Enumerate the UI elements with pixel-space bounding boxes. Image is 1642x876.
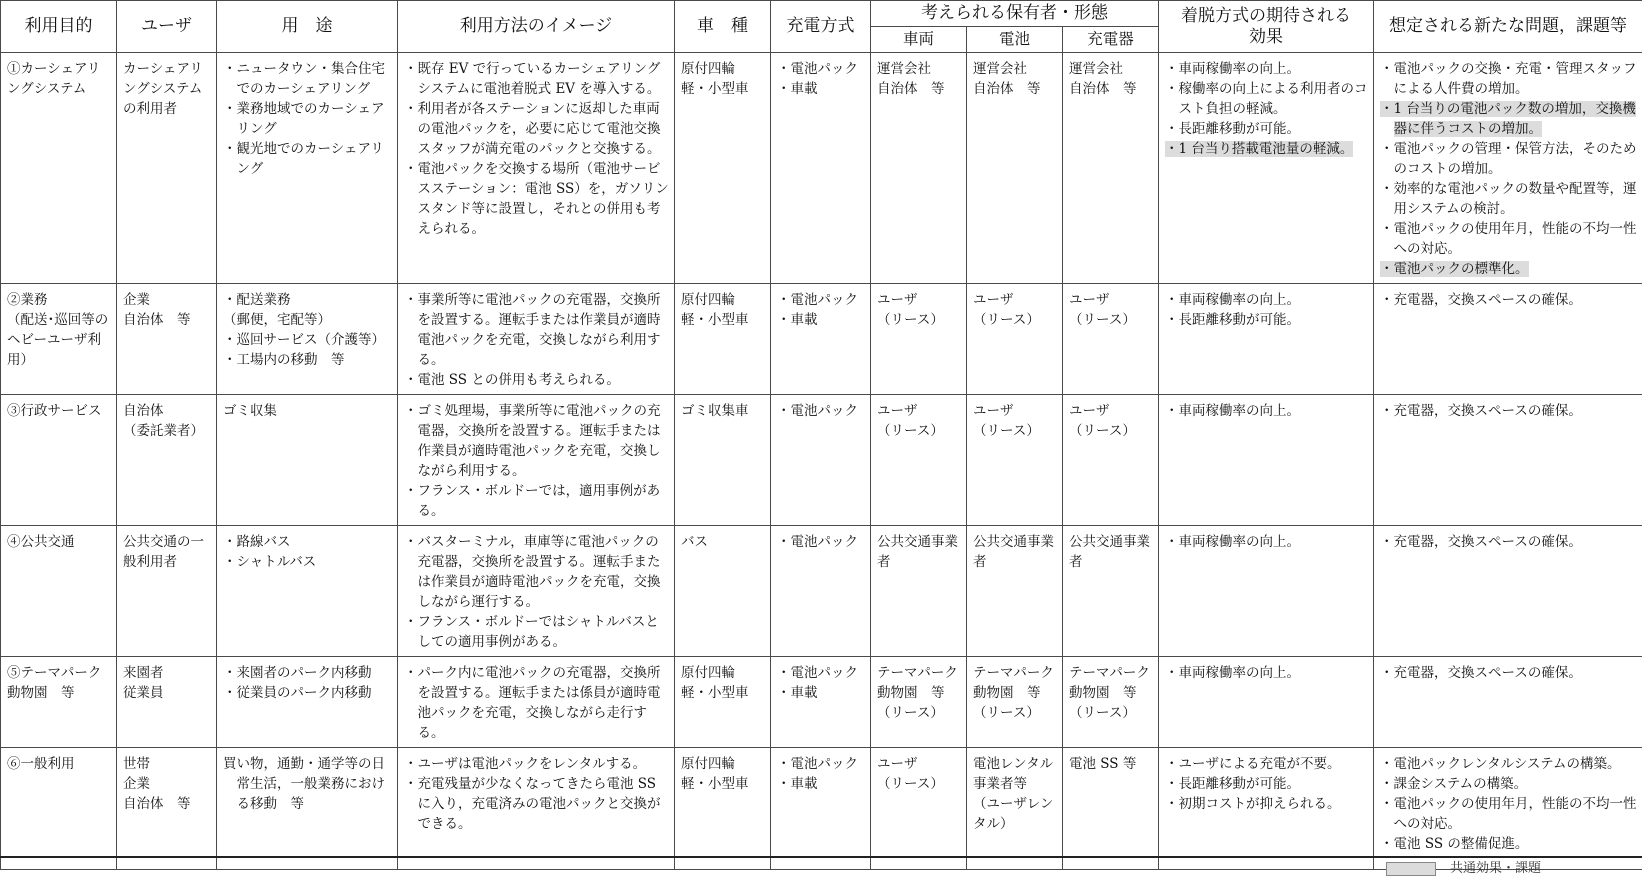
cell-user (117, 657, 217, 748)
user-line: 世帯 (123, 754, 211, 774)
cell-issues (1374, 657, 1642, 748)
issues-item (1380, 754, 1637, 774)
cell-issues (1374, 395, 1642, 526)
use-line: ・来園者のパーク内移動 (223, 663, 392, 683)
cell-effect (1159, 284, 1374, 395)
issues-item-text: ・効率的な電池パックの数量や配置等，運用システムの検討。 (1380, 181, 1637, 217)
owner-charger-line: 公共交通事業者 (1069, 532, 1153, 572)
owner-charger-line: （リース） (1069, 421, 1153, 441)
use-line: ・ニュータウン・集合住宅でのカーシェアリング (223, 59, 392, 99)
issues-item-text: ・電池パックの使用年月，性能の不均一性への対応。 (1380, 796, 1637, 832)
owner-battery-line: テーマパーク (973, 663, 1057, 683)
method-line: ・既存 EV で行っているカーシェアリングシステムに電池着脱式 EV を導入する。 (404, 59, 669, 99)
method-line: ・パーク内に電池パックの充電器，交換所を設置する。運転手または係員が適時電池パックを充電，交換しながら走行する。 (404, 663, 669, 743)
charge-line: ・車載 (777, 79, 865, 99)
header-use: 用 途 (217, 1, 398, 53)
cell-effect (1159, 395, 1374, 526)
purpose-line: ②業務 (7, 290, 111, 310)
use-line: ・工場内の移動 等 (223, 350, 392, 370)
header-owner-battery: 電池 (967, 27, 1063, 53)
cell-effect (1159, 53, 1374, 284)
issues-item-text: ・充電器，交換スペースの確保。 (1380, 534, 1582, 550)
cell-owner-charger (1063, 284, 1159, 395)
method-line: ・ユーザは電池パックをレンタルする。 (404, 754, 669, 774)
method-line: ・充電残量が少なくなってきたら電池 SS に入り，充電済みの電池パックと交換ができる。 (404, 774, 669, 834)
issues-item-text: ・電池 SS の整備促進。 (1380, 836, 1528, 852)
vehicle-line: 軽・小型車 (681, 774, 765, 794)
owner-charger-line: （リース） (1069, 703, 1153, 723)
effect-item (1165, 663, 1368, 683)
cell-method (398, 284, 675, 395)
charge-line: ・電池パック (777, 290, 865, 310)
owner-charger-line: 動物園 等 (1069, 683, 1153, 703)
use-line: ・路線バス (223, 532, 392, 552)
cell-owner-battery (967, 657, 1063, 748)
owner-battery-line: 動物園 等 (973, 683, 1057, 703)
vehicle-line: 軽・小型車 (681, 683, 765, 703)
cell-issues (1374, 53, 1642, 284)
user-line: 企業 (123, 290, 211, 310)
issues-item (1380, 834, 1637, 854)
user-line: カーシェアリングシステムの利用者 (123, 59, 211, 119)
legend-swatch (1386, 862, 1436, 876)
owner-charger-line: 電池 SS 等 (1069, 754, 1153, 774)
cell-owner-vehicle (871, 53, 967, 284)
cell-charge (771, 657, 871, 748)
cell-effect (1159, 657, 1374, 748)
effect-item-text: ・初期コストが抑えられる。 (1165, 796, 1341, 812)
issues-item-text: ・1 台当りの電池パック数の増加，交換機器に伴うコストの増加。 (1380, 101, 1636, 137)
issues-item-text: ・電池パックの管理・保管方法，そのためのコストの増加。 (1380, 141, 1637, 177)
effect-item-text: ・車両稼働率の向上。 (1165, 403, 1300, 419)
vehicle-line: 原付四輪 (681, 754, 765, 774)
cell-charge (771, 284, 871, 395)
charge-line: ・車載 (777, 310, 865, 330)
charge-line: ・電池パック (777, 663, 865, 683)
cell-issues (1374, 284, 1642, 395)
purpose-line: ⑥一般利用 (7, 754, 111, 774)
issues-item (1380, 663, 1637, 683)
cell-use (217, 395, 398, 526)
effect-item (1165, 79, 1368, 119)
effect-item (1165, 532, 1368, 552)
effect-item (1165, 310, 1368, 330)
use-line: ・業務地域でのカーシェアリング (223, 99, 392, 139)
owner-battery-line: （リース） (973, 421, 1057, 441)
cell-method (398, 748, 675, 870)
owner-charger-line: ユーザ (1069, 290, 1153, 310)
cell-vehicle (675, 657, 771, 748)
cell-method (398, 395, 675, 526)
header-charge: 充電方式 (771, 1, 871, 53)
header-vehicle: 車 種 (675, 1, 771, 53)
effect-item (1165, 119, 1368, 139)
owner-charger-line: 自治体 等 (1069, 79, 1153, 99)
bottom-rule (0, 856, 1642, 858)
cell-owner-charger (1063, 657, 1159, 748)
table-row (1, 657, 1642, 748)
issues-item-text: ・電池パックの交換・充電・管理スタッフによる人件費の増加。 (1380, 61, 1637, 97)
method-line: ・バスターミナル，車庫等に電池パックの充電器，交換所を設置する。運転手または作業員が適時電池パックを充電，交換しながら運行する。 (404, 532, 669, 612)
legend-label: 共通効果・課題 (1450, 862, 1541, 876)
use-line: （郵便，宅配等） (223, 310, 392, 330)
cell-owner-battery (967, 395, 1063, 526)
effect-item (1165, 401, 1368, 421)
header-issues: 想定される新たな問題，課題等 (1374, 1, 1642, 53)
cell-purpose (1, 526, 117, 657)
charge-line: ・電池パック (777, 401, 865, 421)
issues-item (1380, 179, 1637, 219)
header-method: 利用方法のイメージ (398, 1, 675, 53)
cell-owner-vehicle (871, 395, 967, 526)
header-effect (1159, 1, 1374, 53)
effect-item (1165, 774, 1368, 794)
purpose-line: ④公共交通 (7, 532, 111, 552)
header-effect-line-2: 効果 (1162, 27, 1370, 48)
cell-owner-battery (967, 284, 1063, 395)
cell-owner-charger (1063, 395, 1159, 526)
effect-item-text: ・車両稼働率の向上。 (1165, 61, 1300, 77)
cell-issues (1374, 526, 1642, 657)
header-owner-charger: 充電器 (1063, 27, 1159, 53)
cell-purpose (1, 748, 117, 870)
use-line: ゴミ収集 (223, 401, 392, 421)
owner-battery-line: 自治体 等 (973, 79, 1057, 99)
vehicle-line: 原付四輪 (681, 663, 765, 683)
cell-owner-charger (1063, 53, 1159, 284)
header-owner-vehicle: 車両 (871, 27, 967, 53)
owner-vehicle-line: （リース） (877, 774, 961, 794)
issues-item (1380, 401, 1637, 421)
effect-item-text: ・車両稼働率の向上。 (1165, 665, 1300, 681)
table-row (1, 284, 1642, 395)
issues-item-text: ・電池パックの使用年月，性能の不均一性への対応。 (1380, 221, 1637, 257)
purpose-line: ③行政サービス (7, 401, 111, 421)
cell-purpose (1, 395, 117, 526)
vehicle-line: 軽・小型車 (681, 79, 765, 99)
effect-item (1165, 754, 1368, 774)
cell-method (398, 53, 675, 284)
issues-item (1380, 532, 1637, 552)
purpose-line: （配送･巡回等のヘビーユーザ利用） (7, 310, 111, 370)
owner-vehicle-line: ユーザ (877, 401, 961, 421)
cell-user (117, 395, 217, 526)
user-line: 自治体 等 (123, 310, 211, 330)
issues-item-text: ・電池パックレンタルシステムの構築。 (1380, 756, 1620, 772)
purpose-line: ⑤テーマパーク (7, 663, 111, 683)
purpose-line: ①カーシェアリングシステム (7, 59, 111, 99)
table-row (1, 53, 1642, 284)
cell-owner-vehicle (871, 526, 967, 657)
use-line: 買い物，通勤・通学等の日常生活，一般業務における移動 等 (223, 754, 392, 814)
owner-charger-line: （リース） (1069, 310, 1153, 330)
effect-item (1165, 139, 1368, 159)
owner-vehicle-line: テーマパーク (877, 663, 961, 683)
charge-line: ・電池パック (777, 59, 865, 79)
owner-vehicle-line: （リース） (877, 703, 961, 723)
owner-vehicle-line: 運営会社 (877, 59, 961, 79)
cell-charge (771, 53, 871, 284)
cell-vehicle (675, 53, 771, 284)
user-line: 自治体 等 (123, 794, 211, 814)
owner-vehicle-line: （リース） (877, 421, 961, 441)
charge-line: ・車載 (777, 683, 865, 703)
cell-user (117, 526, 217, 657)
use-line: ・巡回サービス（介護等） (223, 330, 392, 350)
issues-item (1380, 794, 1637, 834)
cell-issues (1374, 748, 1642, 870)
issues-item (1380, 774, 1637, 794)
owner-vehicle-line: 動物園 等 (877, 683, 961, 703)
header-user: ユーザ (117, 1, 217, 53)
cell-use (217, 748, 398, 870)
use-line: ・従業員のパーク内移動 (223, 683, 392, 703)
owner-vehicle-line: ユーザ (877, 754, 961, 774)
cell-owner-vehicle (871, 657, 967, 748)
cell-vehicle (675, 395, 771, 526)
owner-vehicle-line: （リース） (877, 310, 961, 330)
cell-purpose (1, 53, 117, 284)
owner-battery-line: （ユーザレンタル） (973, 794, 1057, 834)
cell-owner-battery (967, 748, 1063, 870)
cell-vehicle (675, 526, 771, 657)
cell-owner-vehicle (871, 748, 967, 870)
cell-owner-battery (967, 526, 1063, 657)
owner-battery-line: （リース） (973, 703, 1057, 723)
vehicle-line: バス (681, 532, 765, 552)
cell-owner-charger (1063, 526, 1159, 657)
method-line: ・事業所等に電池パックの充電器，交換所を設置する。運転手または作業員が適時電池パックを充電，交換しながら利用する。 (404, 290, 669, 370)
cell-effect (1159, 526, 1374, 657)
effect-item-text: ・稼働率の向上による利用者のコスト負担の軽減。 (1165, 81, 1368, 117)
method-line: ・電池パックを交換する場所（電池サービスステーション：電池 SS）を，ガソリンスタンド等に設置し，それとの併用も考えられる。 (404, 159, 669, 239)
owner-vehicle-line: 自治体 等 (877, 79, 961, 99)
legend (1386, 862, 1541, 876)
user-line: 企業 (123, 774, 211, 794)
cell-user (117, 53, 217, 284)
owner-battery-line: 電池レンタル事業者等 (973, 754, 1057, 794)
cell-user (117, 748, 217, 870)
owner-vehicle-line: ユーザ (877, 290, 961, 310)
use-line: ・観光地でのカーシェアリング (223, 139, 392, 179)
method-line: ・電池 SS との併用も考えられる。 (404, 370, 669, 390)
effect-item-text: ・1 台当り搭載電池量の軽減。 (1165, 141, 1353, 157)
cell-purpose (1, 284, 117, 395)
issues-item (1380, 99, 1637, 139)
vehicle-line: 軽・小型車 (681, 310, 765, 330)
issues-item (1380, 259, 1637, 279)
vehicle-line: ゴミ収集車 (681, 401, 765, 421)
table-row (1, 526, 1642, 657)
issues-item-text: ・充電器，交換スペースの確保。 (1380, 292, 1582, 308)
charge-line: ・電池パック (777, 754, 865, 774)
cell-charge (771, 748, 871, 870)
table-row (1, 748, 1642, 870)
cell-use (217, 657, 398, 748)
vehicle-line: 原付四輪 (681, 59, 765, 79)
use-line: ・シャトルバス (223, 552, 392, 572)
cell-purpose (1, 657, 117, 748)
effect-item-text: ・車両稼働率の向上。 (1165, 292, 1300, 308)
effect-item (1165, 794, 1368, 814)
owner-battery-line: ユーザ (973, 290, 1057, 310)
cell-vehicle (675, 284, 771, 395)
cell-method (398, 526, 675, 657)
owner-charger-line: ユーザ (1069, 401, 1153, 421)
effect-item-text: ・長距離移動が可能。 (1165, 121, 1300, 137)
cell-charge (771, 395, 871, 526)
use-line: ・配送業務 (223, 290, 392, 310)
effect-item (1165, 290, 1368, 310)
effect-item-text: ・車両稼働率の向上。 (1165, 534, 1300, 550)
user-line: （委託業者） (123, 421, 211, 441)
cell-effect (1159, 748, 1374, 870)
cell-use (217, 526, 398, 657)
issues-item-text: ・電池パックの標準化。 (1380, 261, 1529, 277)
cell-vehicle (675, 748, 771, 870)
method-line: ・フランス・ボルドーでは，適用事例がある。 (404, 481, 669, 521)
user-line: 自治体 (123, 401, 211, 421)
issues-item-text: ・充電器，交換スペースの確保。 (1380, 403, 1582, 419)
owner-battery-line: ユーザ (973, 401, 1057, 421)
issues-item-text: ・充電器，交換スペースの確保。 (1380, 665, 1582, 681)
cell-charge (771, 526, 871, 657)
method-line: ・フランス・ボルドーではシャトルバスとしての適用事例がある。 (404, 612, 669, 652)
issues-item-text: ・課金システムの構築。 (1380, 776, 1527, 792)
cell-method (398, 657, 675, 748)
user-line: 従業員 (123, 683, 211, 703)
method-line: ・利用者が各ステーションに返却した車両の電池パックを，必要に応じて電池交換スタッフが満充電のパックと交換する。 (404, 99, 669, 159)
cell-use (217, 53, 398, 284)
issues-item (1380, 139, 1637, 179)
header-purpose: 利用目的 (1, 1, 117, 53)
issues-item (1380, 219, 1637, 259)
owner-charger-line: 運営会社 (1069, 59, 1153, 79)
charge-line: ・車載 (777, 774, 865, 794)
owner-charger-line: テーマパーク (1069, 663, 1153, 683)
cell-owner-battery (967, 53, 1063, 284)
vehicle-line: 原付四輪 (681, 290, 765, 310)
effect-item-text: ・ユーザによる充電が不要。 (1165, 756, 1341, 772)
effect-item-text: ・長距離移動が可能。 (1165, 776, 1300, 792)
usage-table-body (1, 53, 1642, 870)
method-line: ・ゴミ処理場，事業所等に電池パックの充電器，交換所を設置する。運転手または作業員が適時電池パックを充電，交換しながら利用する。 (404, 401, 669, 481)
issues-item (1380, 290, 1637, 310)
owner-battery-line: 運営会社 (973, 59, 1057, 79)
issues-item (1380, 59, 1637, 99)
cell-use (217, 284, 398, 395)
owner-vehicle-line: 公共交通事業者 (877, 532, 961, 572)
charge-line: ・電池パック (777, 532, 865, 552)
owner-battery-line: （リース） (973, 310, 1057, 330)
purpose-line: 動物園 等 (7, 683, 111, 703)
user-line: 公共交通の一般利用者 (123, 532, 211, 572)
header-owner-group: 考えられる保有者・形態 (871, 1, 1159, 27)
cell-user (117, 284, 217, 395)
effect-item-text: ・長距離移動が可能。 (1165, 312, 1300, 328)
user-line: 来園者 (123, 663, 211, 683)
cell-owner-vehicle (871, 284, 967, 395)
header-effect-line-1: 着脱方式の期待される (1162, 6, 1370, 27)
table-row (1, 395, 1642, 526)
owner-battery-line: 公共交通事業者 (973, 532, 1057, 572)
effect-item (1165, 59, 1368, 79)
cell-owner-charger (1063, 748, 1159, 870)
